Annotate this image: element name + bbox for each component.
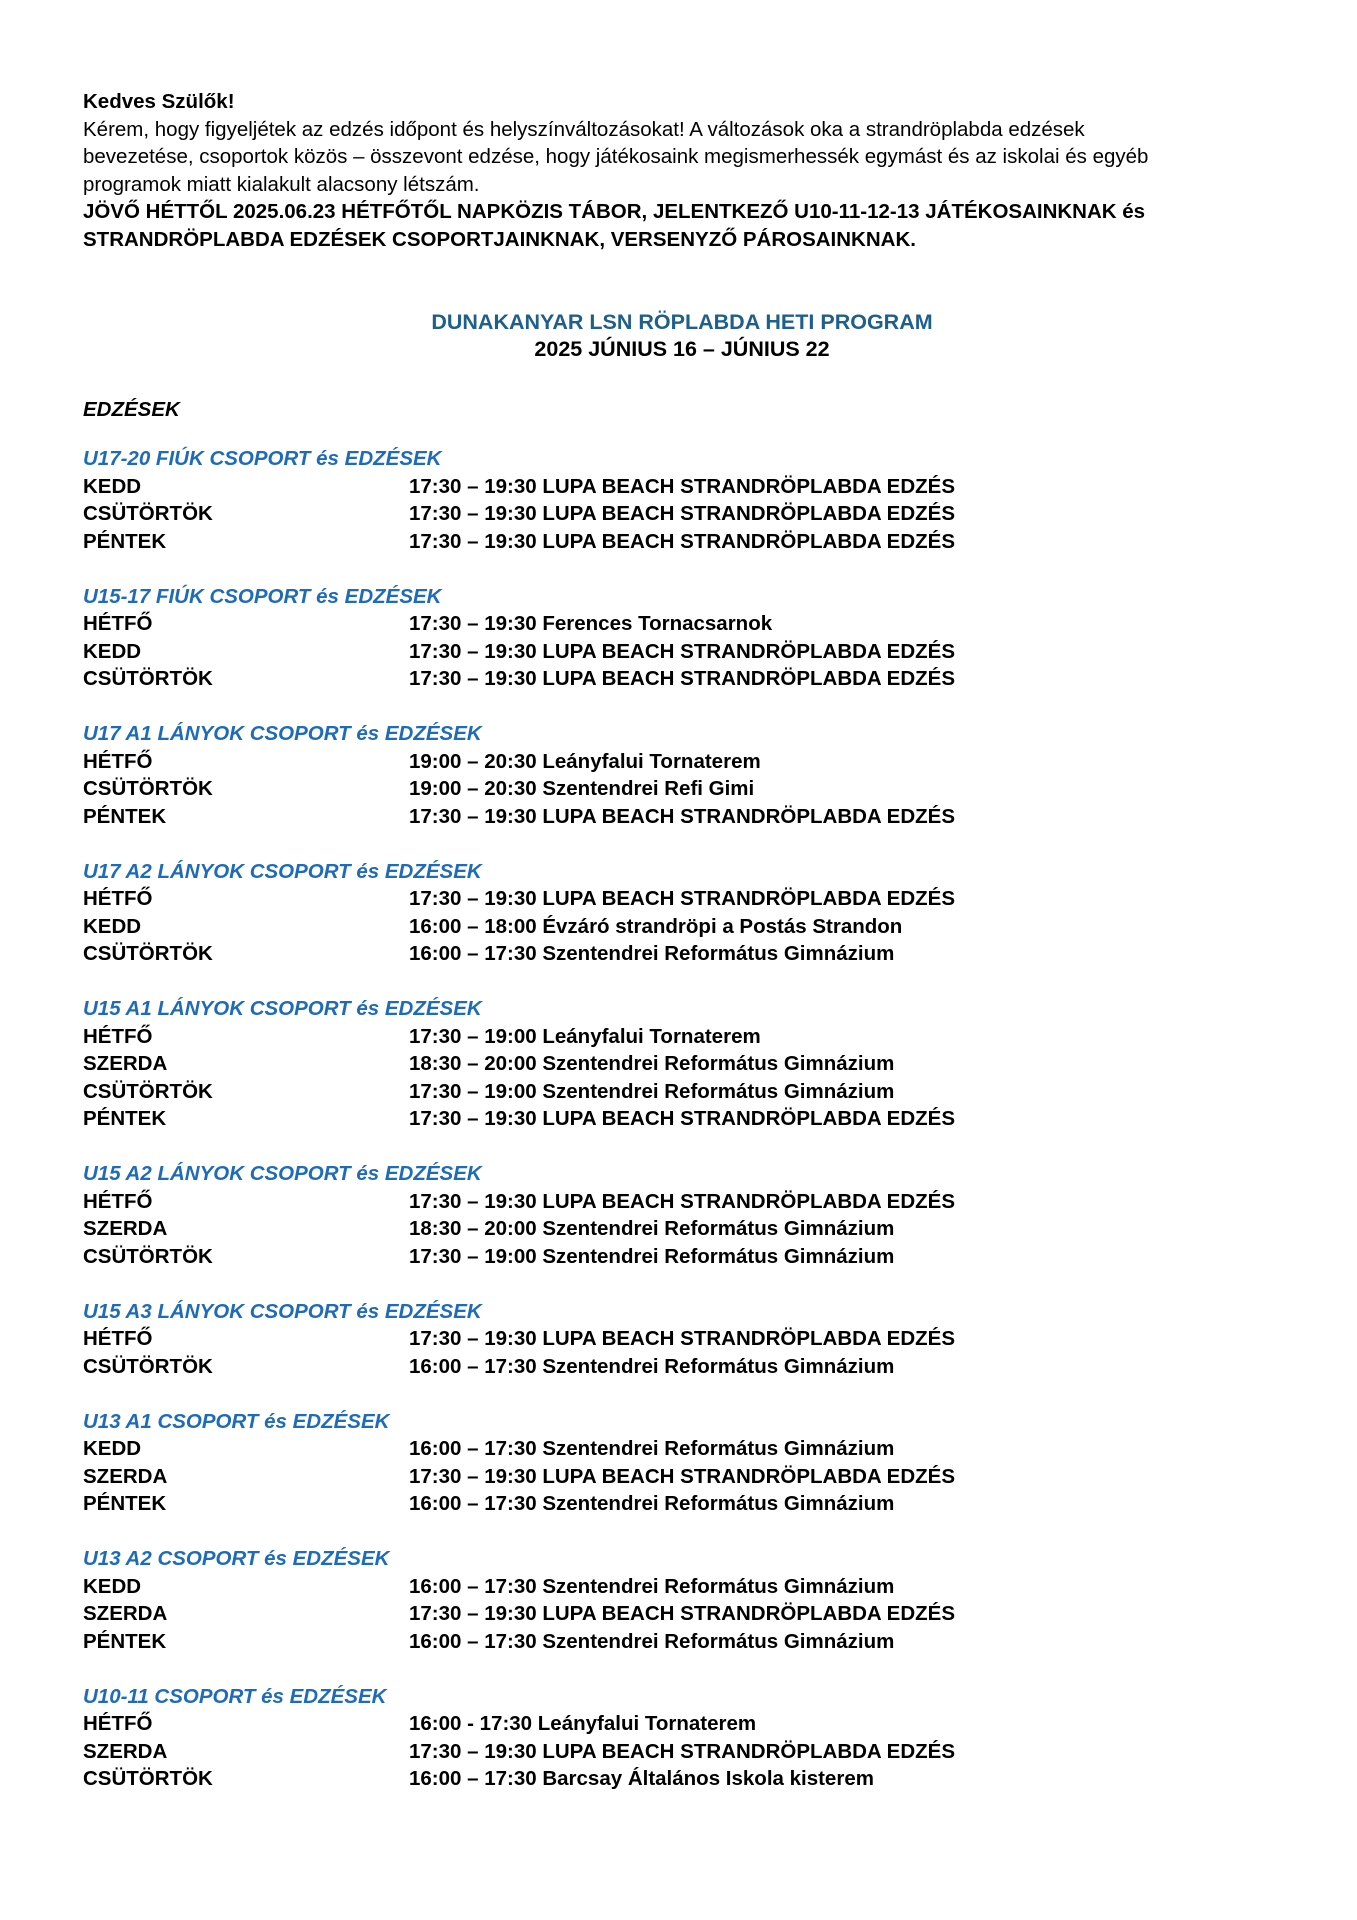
schedule-row xyxy=(83,1738,1273,1766)
training-group xyxy=(83,995,1273,1133)
group-title: U13 A2 CSOPORT és EDZÉSEK xyxy=(83,1547,390,1570)
schedule-detail: 19:00 – 20:30 Leányfalui Tornaterem xyxy=(409,749,761,773)
schedule-day: CSÜTÖRTÖK xyxy=(83,1767,213,1790)
schedule-day: PÉNTEK xyxy=(83,804,167,828)
schedule-detail: 17:30 – 19:30 LUPA BEACH STRANDRÖPLABDA EDZÉS xyxy=(409,887,956,910)
schedule-detail: 17:30 – 19:30 LUPA BEACH STRANDRÖPLABDA EDZÉS xyxy=(409,1739,956,1763)
schedule-day: CSÜTÖRTÖK xyxy=(83,667,213,690)
schedule-row xyxy=(83,528,1273,556)
schedule-day: KEDD xyxy=(83,474,142,498)
schedule-day: CSÜTÖRTÖK xyxy=(83,1244,213,1268)
schedule-day: SZERDA xyxy=(83,1464,168,1488)
schedule-day: HÉTFŐ xyxy=(83,887,153,910)
schedule-detail: 17:30 – 19:00 Szentendrei Református Gimnázium xyxy=(409,1244,895,1268)
schedule-detail: 16:00 – 18:00 Évzáró strandröpi a Postás Strandon xyxy=(409,914,903,938)
schedule-row xyxy=(83,1188,1273,1216)
schedule-row xyxy=(83,665,1273,693)
training-groups xyxy=(83,445,1273,1793)
schedule-row xyxy=(83,500,1273,528)
schedule-day: HÉTFŐ xyxy=(83,1189,153,1213)
schedule-detail: 17:30 – 19:30 LUPA BEACH STRANDRÖPLABDA EDZÉS xyxy=(409,529,956,553)
training-group xyxy=(83,445,1273,555)
schedule-row xyxy=(83,1463,1273,1491)
schedule-row xyxy=(83,1215,1273,1243)
schedule-day: KEDD xyxy=(83,1437,142,1460)
training-group xyxy=(83,858,1273,968)
group-title: U15 A1 LÁNYOK CSOPORT és EDZÉSEK xyxy=(83,997,482,1020)
schedule-row xyxy=(83,1765,1273,1793)
schedule-detail: 17:30 – 19:30 LUPA BEACH STRANDRÖPLABDA EDZÉS xyxy=(409,1107,956,1130)
schedule-detail: 16:00 – 17:30 Szentendrei Református Gimnázium xyxy=(409,1629,895,1653)
schedule-detail: 17:30 – 19:30 Ferences Tornacsarnok xyxy=(409,612,773,635)
schedule-row xyxy=(83,610,1273,638)
schedule-row xyxy=(83,940,1273,968)
training-group xyxy=(83,1298,1273,1381)
schedule-day: CSÜTÖRTÖK xyxy=(83,777,213,800)
training-group xyxy=(83,1683,1273,1793)
program-dates: 2025 JÚNIUS 16 – JÚNIUS 22 xyxy=(534,337,830,361)
schedule-detail: 17:30 – 19:30 LUPA BEACH STRANDRÖPLABDA EDZÉS xyxy=(409,667,956,690)
schedule-detail: 16:00 – 17:30 Szentendrei Református Gimnázium xyxy=(409,1354,895,1378)
schedule-day: CSÜTÖRTÖK xyxy=(83,1079,213,1103)
schedule-row xyxy=(83,1353,1273,1381)
schedule-row xyxy=(83,1023,1273,1051)
schedule-row xyxy=(83,1078,1273,1106)
schedule-day: SZERDA xyxy=(83,1052,168,1075)
schedule-detail: 17:30 – 19:30 LUPA BEACH STRANDRÖPLABDA EDZÉS xyxy=(409,474,956,498)
schedule-row xyxy=(83,1050,1273,1078)
group-title: U13 A1 CSOPORT és EDZÉSEK xyxy=(83,1409,390,1433)
schedule-detail: 17:30 – 19:30 LUPA BEACH STRANDRÖPLABDA EDZÉS xyxy=(409,639,956,663)
section-label: EDZÉSEK xyxy=(83,398,180,421)
schedule-detail: 16:00 – 17:30 Szentendrei Református Gimnázium xyxy=(409,1437,895,1460)
schedule-detail: 17:30 – 19:30 LUPA BEACH STRANDRÖPLABDA EDZÉS xyxy=(409,502,956,525)
schedule-row xyxy=(83,1243,1273,1271)
schedule-day: HÉTFŐ xyxy=(83,612,153,635)
training-group xyxy=(83,583,1273,693)
schedule-day: SZERDA xyxy=(83,1602,168,1625)
schedule-row xyxy=(83,1573,1273,1601)
group-title: U17-20 FIÚK CSOPORT és EDZÉSEK xyxy=(83,447,442,470)
schedule-day: PÉNTEK xyxy=(83,529,167,553)
schedule-detail: 16:00 – 17:30 Szentendrei Református Gimnázium xyxy=(409,1492,895,1515)
schedule-row xyxy=(83,1600,1273,1628)
intro-line: programok miatt kialakult alacsony létszám. xyxy=(83,172,480,196)
training-group xyxy=(83,1160,1273,1270)
training-group xyxy=(83,720,1273,830)
schedule-detail: 16:00 – 17:30 Szentendrei Református Gimnázium xyxy=(409,1574,895,1598)
schedule-row xyxy=(83,1435,1273,1463)
group-title: U15 A2 LÁNYOK CSOPORT és EDZÉSEK xyxy=(83,1162,482,1185)
schedule-day: KEDD xyxy=(83,1574,142,1598)
schedule-detail: 18:30 – 20:00 Szentendrei Református Gimnázium xyxy=(409,1052,895,1075)
greeting: Kedves Szülők! xyxy=(83,90,235,113)
schedule-row xyxy=(83,1105,1273,1133)
schedule-detail: 18:30 – 20:00 Szentendrei Református Gimnázium xyxy=(409,1217,895,1240)
schedule-row xyxy=(83,1490,1273,1518)
schedule-day: HÉTFŐ xyxy=(83,749,153,773)
schedule-detail: 17:30 – 19:30 LUPA BEACH STRANDRÖPLABDA EDZÉS xyxy=(409,804,956,828)
group-title: U17 A2 LÁNYOK CSOPORT és EDZÉSEK xyxy=(83,859,482,883)
group-title: U17 A1 LÁNYOK CSOPORT és EDZÉSEK xyxy=(83,722,482,745)
schedule-detail: 17:30 – 19:00 Szentendrei Református Gimnázium xyxy=(409,1079,895,1103)
schedule-day: SZERDA xyxy=(83,1217,168,1240)
schedule-detail: 17:30 – 19:30 LUPA BEACH STRANDRÖPLABDA EDZÉS xyxy=(409,1464,956,1488)
schedule-detail: 17:30 – 19:30 LUPA BEACH STRANDRÖPLABDA EDZÉS xyxy=(409,1189,956,1213)
schedule-detail: 17:30 – 19:00 Leányfalui Tornaterem xyxy=(409,1024,761,1048)
group-title: U10-11 CSOPORT és EDZÉSEK xyxy=(83,1684,387,1708)
schedule-day: PÉNTEK xyxy=(83,1492,167,1515)
schedule-day: CSÜTÖRTÖK xyxy=(83,502,213,525)
group-title: U15 A3 LÁNYOK CSOPORT és EDZÉSEK xyxy=(83,1299,482,1323)
schedule-row xyxy=(83,885,1273,913)
camp-notice: JÖVŐ HÉTTŐL 2025.06.23 HÉTFŐTŐL NAPKÖZIS TÁBOR, JELENTKEZŐ U10-11-12-13 JÁTÉKOSAINKNAK és xyxy=(83,200,1146,223)
intro-section xyxy=(83,88,1273,253)
schedule-detail: 19:00 – 20:30 Szentendrei Refi Gimi xyxy=(409,777,755,800)
schedule-day: PÉNTEK xyxy=(83,1629,167,1653)
training-group xyxy=(83,1545,1273,1655)
schedule-row xyxy=(83,913,1273,941)
schedule-row xyxy=(83,1325,1273,1353)
schedule-row xyxy=(83,1710,1273,1738)
schedule-day: HÉTFŐ xyxy=(83,1024,153,1048)
schedule-row xyxy=(83,803,1273,831)
schedule-row xyxy=(83,473,1273,501)
intro-line: Kérem, hogy figyeljétek az edzés időpont és helyszínváltozásokat! A változások oka a strandröplabda edzések xyxy=(83,117,1085,141)
schedule-detail: 17:30 – 19:30 LUPA BEACH STRANDRÖPLABDA EDZÉS xyxy=(409,1602,956,1625)
schedule-detail: 16:00 - 17:30 Leányfalui Tornaterem xyxy=(409,1712,757,1735)
schedule-row xyxy=(83,1628,1273,1656)
schedule-day: SZERDA xyxy=(83,1739,168,1763)
schedule-day: HÉTFŐ xyxy=(83,1327,153,1350)
schedule-day: KEDD xyxy=(83,639,142,663)
schedule-row xyxy=(83,638,1273,666)
schedule-row xyxy=(83,748,1273,776)
schedule-row xyxy=(83,775,1273,803)
schedule-day: HÉTFŐ xyxy=(83,1712,153,1735)
schedule-day: CSÜTÖRTÖK xyxy=(83,1354,213,1378)
schedule-detail: 16:00 – 17:30 Barcsay Általános Iskola kisterem xyxy=(409,1767,874,1790)
intro-line: bevezetése, csoportok közös – összevont edzése, hogy játékosaink megismerhessék egymást és az iskolai és egyéb xyxy=(83,145,1149,168)
camp-notice: STRANDRÖPLABDA EDZÉSEK CSOPORTJAINKNAK, VERSENYZŐ PÁROSAINKNAK. xyxy=(83,227,916,251)
schedule-day: PÉNTEK xyxy=(83,1107,167,1130)
schedule-day: CSÜTÖRTÖK xyxy=(83,942,213,965)
program-header xyxy=(83,309,1281,363)
schedule-detail: 17:30 – 19:30 LUPA BEACH STRANDRÖPLABDA EDZÉS xyxy=(409,1327,956,1350)
training-group xyxy=(83,1408,1273,1518)
schedule-detail: 16:00 – 17:30 Szentendrei Református Gimnázium xyxy=(409,942,895,965)
document-page xyxy=(83,88,1273,1820)
schedule-day: KEDD xyxy=(83,914,142,938)
group-title: U15-17 FIÚK CSOPORT és EDZÉSEK xyxy=(83,584,442,608)
program-title: DUNAKANYAR LSN RÖPLABDA HETI PROGRAM xyxy=(431,310,933,334)
